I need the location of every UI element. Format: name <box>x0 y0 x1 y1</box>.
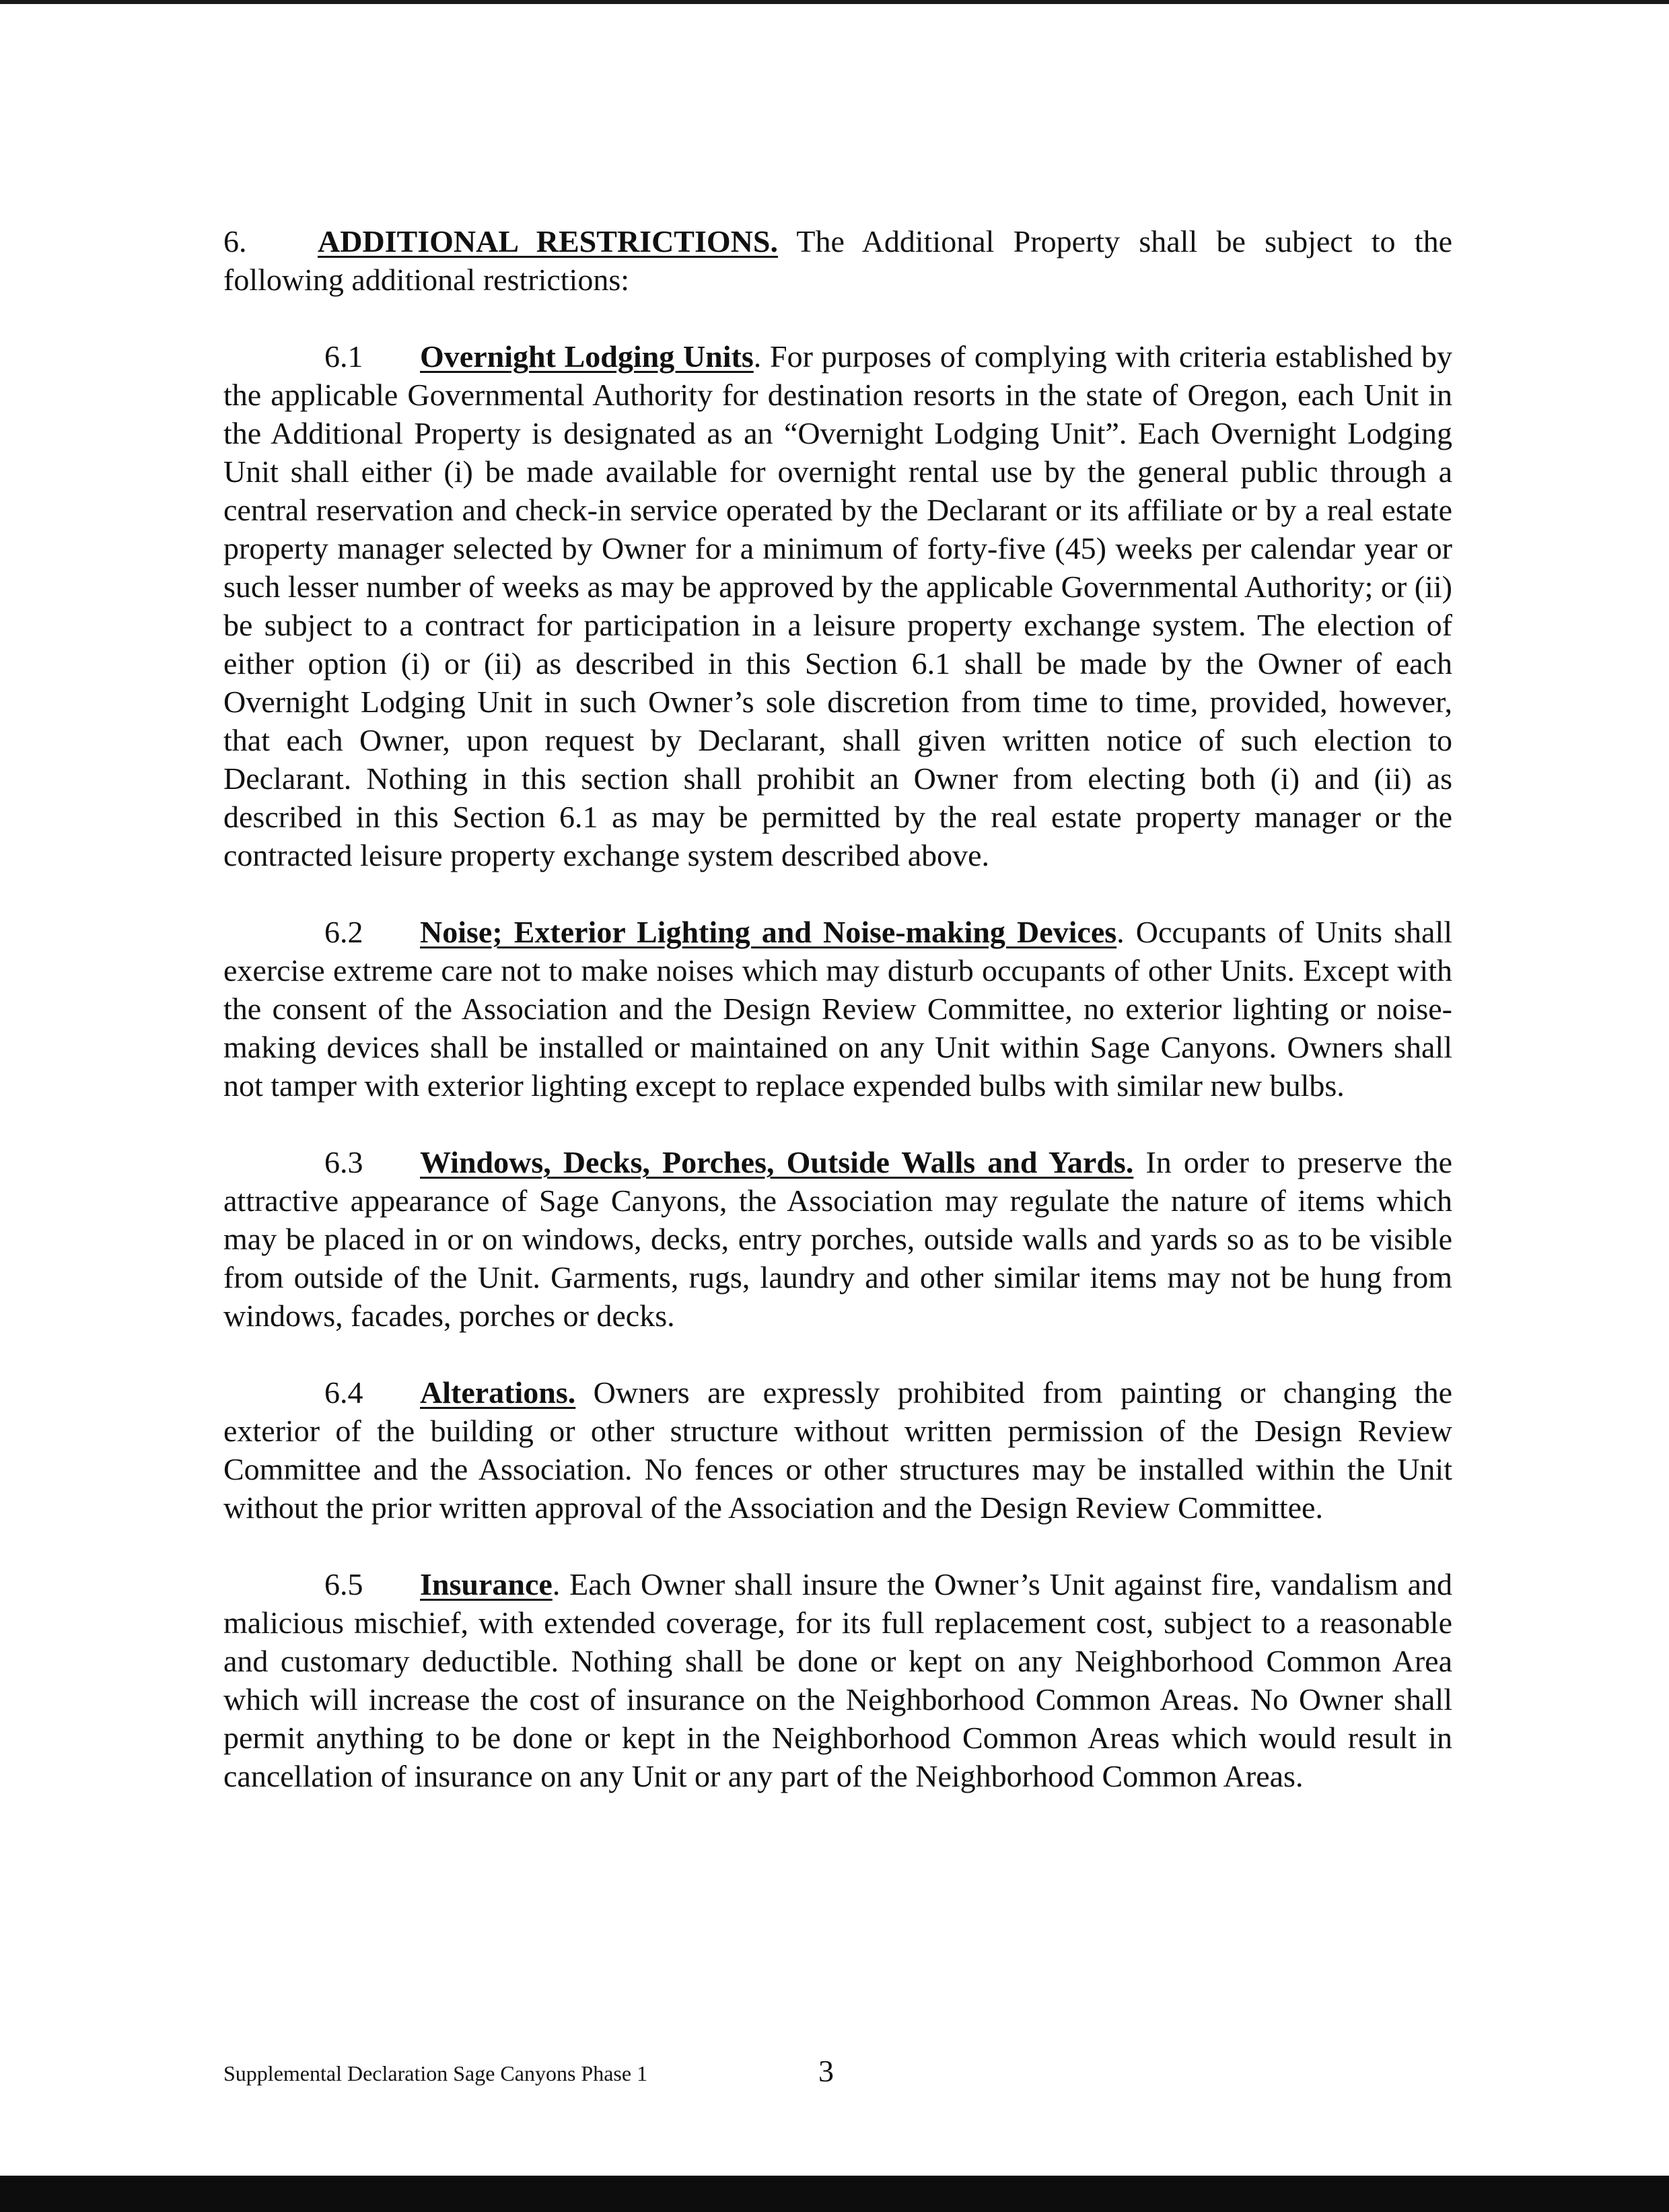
section-text: In order to preserve the attractive appearance of Sage Canyons, the Association may regulate the nature of items which may be placed in or on windows, decks, entry porches, outside walls and yards so as to be visible from outside of the Unit. Garments, rugs, laundry and other similar items may not be hung from windows, facades, porches or decks. <box>223 1145 1453 1333</box>
section-text: . Occupants of Units shall exercise extreme care not to make noises which may disturb occupants of other Units. Except with the consent of the Association and the Design Review Committee, no exterior lighting or noise-making devices shall be installed or maintained on any Unit within Sage Canyons. Owners shall not tamper with exterior lighting except to replace expended bulbs with similar new bulbs. <box>223 915 1453 1103</box>
footer-page-number: 3 <box>818 2054 834 2088</box>
section-6-3 <box>223 1143 1452 1335</box>
section-6-5 <box>223 1565 1452 1795</box>
top-border-line <box>0 0 1669 4</box>
section-text: . For purposes of complying with criteria established by the applicable Governmental Authority for destination resorts in the state of Oregon, each Unit in the Additional Property is designated as an “Overnight Lodging Unit”. Each Overnight Lodging Unit shall either (i) be made available for overnight rental use by the general public through a central reservation and check-in service operated by the Declarant or its affiliate or by a real estate property manager selected by Owner for a minimum of forty-five (45) weeks per calendar year or such lesser number of weeks as may be approved by the applicable Governmental Authority; or (ii) be subject to a contract for participation in a leisure property exchange system. The election of either option (i) or (ii) as described in this Section 6.1 shall be made by the Owner of each Overnight Lodging Unit in such Owner’s sole discretion from time to time, provided, however, that each Owner, upon request by Declarant, shall given written notice of such election to Declarant. Nothing in this section shall prohibit an Owner from electing both (i) and (ii) as described in this Section 6.1 as may be permitted by the real estate property manager or the contracted leisure property exchange system described above. <box>223 339 1452 872</box>
section-heading: Noise; Exterior Lighting and Noise-making Devices <box>420 915 1117 949</box>
section-number: 6.3 <box>324 1145 363 1179</box>
footer-document-title: Supplemental Declaration Sage Canyons Phase 1 <box>223 2061 648 2085</box>
section-heading: Insurance <box>420 1567 553 1601</box>
document-body <box>223 222 1452 1834</box>
section-text: . Each Owner shall insure the Owner’s Unit against fire, vandalism and malicious mischief, with extended coverage, for its full replacement cost, subject to a reasonable and customary deductible. Nothing shall be done or kept on any Neighborhood Common Area which will increase the cost of insurance on the Neighborhood Common Areas. No Owner shall permit anything to be done or kept in the Neighborhood Common Areas which would result in cancellation of insurance on any Unit or any part of the Neighborhood Common Areas. <box>223 1567 1452 1793</box>
section-number: 6.4 <box>324 1375 363 1410</box>
section-heading: Windows, Decks, Porches, Outside Walls and Yards. <box>420 1145 1134 1179</box>
section-number: 6. <box>223 224 247 258</box>
section-heading: Overnight Lodging Units <box>420 339 754 374</box>
section-heading: ADDITIONAL RESTRICTIONS. <box>318 224 778 258</box>
section-text: The Additional Property shall be subject to the following additional restrictions: <box>223 224 1452 297</box>
section-6-2 <box>223 913 1452 1105</box>
section-number: 6.5 <box>324 1567 363 1601</box>
section-6-1 <box>223 337 1452 874</box>
section-6 <box>223 222 1452 299</box>
section-number: 6.2 <box>324 915 363 949</box>
bottom-scan-border <box>0 2176 1669 2212</box>
section-6-4 <box>223 1373 1452 1527</box>
section-heading: Alterations. <box>420 1375 576 1410</box>
section-text: Owners are expressly prohibited from painting or changing the exterior of the building or other structure without written permission of the Design Review Committee and the Association. No fences or other structures may be installed within the Unit without the prior written approval of the Association and the Design Review Committee. <box>223 1375 1452 1525</box>
section-number: 6.1 <box>324 339 363 374</box>
